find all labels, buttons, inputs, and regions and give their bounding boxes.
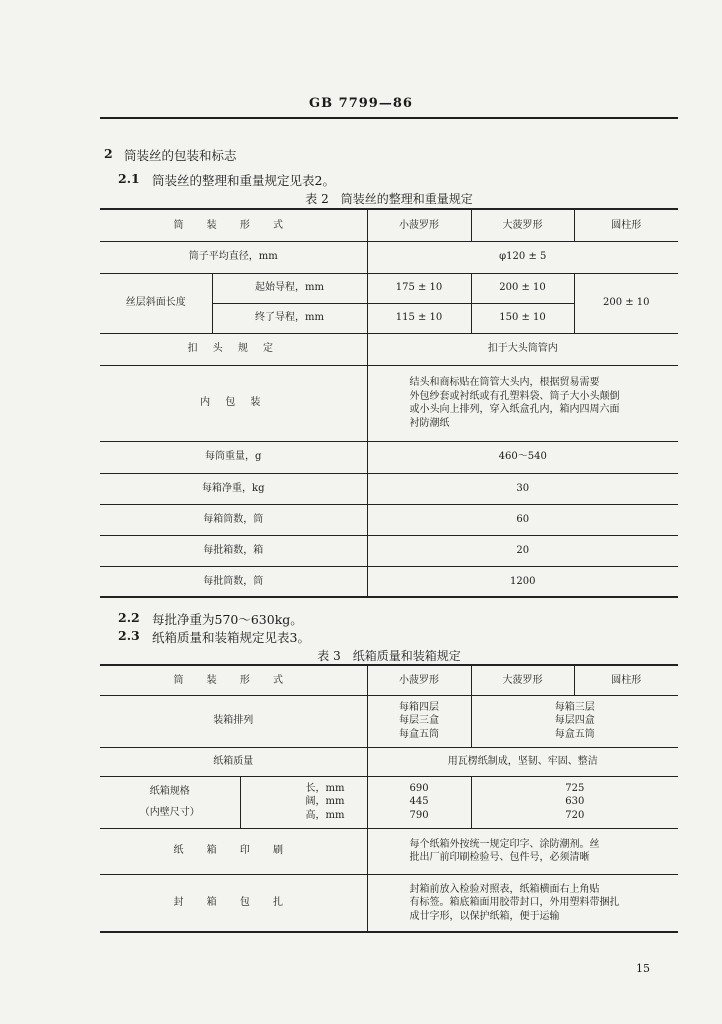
row-value: 每个纸箱外按统一规定印字、涂防潮剂。丝 批出厂前印刷检验号、包件号，必须清晰 xyxy=(367,828,678,874)
cell-value: 690 445 790 xyxy=(367,776,471,828)
section-2-3-number: 2.3 xyxy=(118,628,140,643)
row-value: 用瓦楞纸制成，坚韧、牢固、整洁 xyxy=(367,747,678,776)
header-large-pineapple: 大菠罗形 xyxy=(471,665,574,695)
sub-label: 终了导程，mm xyxy=(212,303,367,333)
row-value: 扣于大头筒管内 xyxy=(367,333,678,365)
row-value: 封箱前放入检验对照表，纸箱横面右上角贴 有标签。箱底箱面用胶带封口，外用塑料带捆扎 成廿字形，以保护纸箱，便于运输 xyxy=(367,874,678,932)
header-form: 筒 装 形 式 xyxy=(100,209,367,241)
table-row xyxy=(100,209,678,241)
section-2-3-text: 纸箱质量和装箱规定见表3。 xyxy=(152,630,310,645)
header-small-pineapple: 小菠罗形 xyxy=(367,665,471,695)
section-2-1-text: 筒装丝的整理和重量规定见表2。 xyxy=(152,173,335,188)
table-row xyxy=(100,665,678,695)
table-row xyxy=(100,365,678,441)
header-form: 筒 装 形 式 xyxy=(100,665,367,695)
row-label: 丝层斜面长度 xyxy=(100,273,212,333)
row-value: 30 xyxy=(367,473,678,504)
row-label: 纸箱规格 （内壁尺寸） xyxy=(100,776,240,828)
row-label: 装箱排列 xyxy=(100,695,367,747)
header-large-pineapple: 大菠罗形 xyxy=(471,209,574,241)
row-label: 纸 箱 印 刷 xyxy=(100,828,367,874)
cell-value: 200 ± 10 xyxy=(471,273,574,303)
table-row xyxy=(100,535,678,566)
row-label: 扣 头 规 定 xyxy=(100,333,367,365)
row-value: 1200 xyxy=(367,566,678,597)
section-2-number: 2 xyxy=(104,146,113,161)
table-row xyxy=(100,273,678,303)
table-row xyxy=(100,504,678,535)
header-cylinder: 圆柱形 xyxy=(574,209,678,241)
table-row xyxy=(100,695,678,747)
cell-value: 175 ± 10 xyxy=(367,273,471,303)
row-value: 60 xyxy=(367,504,678,535)
table-2-caption: 表 2 筒装丝的整理和重量规定 xyxy=(305,192,473,206)
section-2-1-number: 2.1 xyxy=(118,171,140,186)
sub-label: 长，mm 阔，mm 高，mm xyxy=(240,776,367,828)
row-value: 结头和商标贴在筒管大头内，根据贸易需要 外包纱套或衬纸或有孔塑料袋、筒子大小头颠倒 或小头向上排列，穿入纸盒孔内，箱内四周六面 衬防潮纸 xyxy=(367,365,678,441)
cell-value: 115 ± 10 xyxy=(367,303,471,333)
row-label: 每批箱数，箱 xyxy=(100,535,367,566)
table-3-caption: 表 3 纸箱质量和装箱规定 xyxy=(317,649,461,663)
cell-value: 每箱三层 每层四盒 每盒五筒 xyxy=(471,695,678,747)
table-row xyxy=(100,441,678,473)
table-2 xyxy=(100,208,678,598)
row-label: 纸箱质量 xyxy=(100,747,367,776)
row-value: φ120 ± 5 xyxy=(367,241,678,273)
section-2-title: 筒装丝的包装和标志 xyxy=(124,148,237,163)
cell-value: 200 ± 10 xyxy=(574,273,678,333)
row-label: 内 包 装 xyxy=(100,365,367,441)
table-row xyxy=(100,333,678,365)
row-value: 460～540 xyxy=(367,441,678,473)
row-label: 筒子平均直径，mm xyxy=(100,241,367,273)
row-label: 每批筒数，筒 xyxy=(100,566,367,597)
section-2-2-text: 每批净重为570～630kg。 xyxy=(152,612,303,627)
header-cylinder: 圆柱形 xyxy=(574,665,678,695)
cell-value: 150 ± 10 xyxy=(471,303,574,333)
table-3 xyxy=(100,664,678,933)
standard-number: GB 7799—86 xyxy=(309,96,413,111)
row-label: 每箱筒数，筒 xyxy=(100,504,367,535)
cell-value: 每箱四层 每层三盒 每盒五筒 xyxy=(367,695,471,747)
row-label: 封 箱 包 扎 xyxy=(100,874,367,932)
table-row xyxy=(100,828,678,874)
header-small-pineapple: 小菠罗形 xyxy=(367,209,471,241)
cell-value: 725 630 720 xyxy=(471,776,678,828)
table-row xyxy=(100,747,678,776)
table-row xyxy=(100,473,678,504)
header-rule xyxy=(100,117,678,119)
table-row xyxy=(100,566,678,597)
sub-label: 起始导程，mm xyxy=(212,273,367,303)
section-2-2-number: 2.2 xyxy=(118,610,140,625)
row-label: 每筒重量，g xyxy=(100,441,367,473)
row-value: 20 xyxy=(367,535,678,566)
row-label: 每箱净重，kg xyxy=(100,473,367,504)
table-row xyxy=(100,776,678,828)
page-number: 15 xyxy=(636,962,650,975)
table-row xyxy=(100,241,678,273)
table-row xyxy=(100,874,678,932)
